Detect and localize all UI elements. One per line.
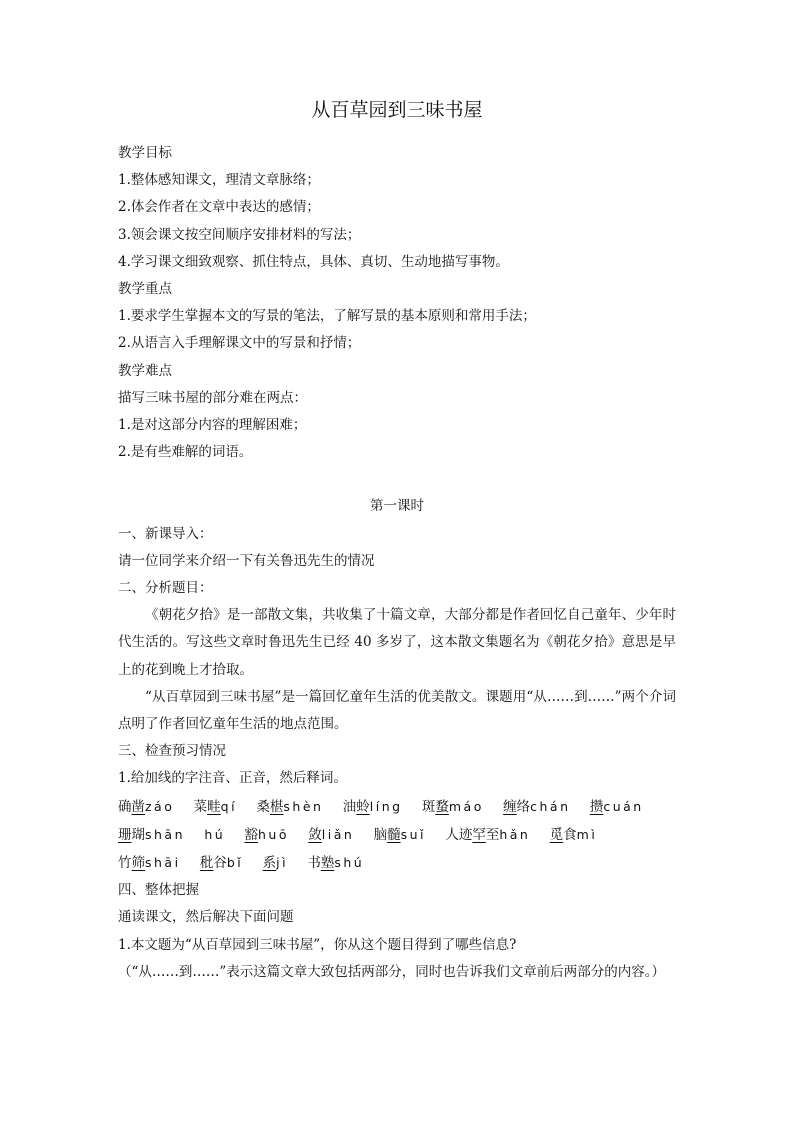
vocab-item: 斑蝥máo [421, 798, 484, 815]
section-difficult-points [118, 358, 676, 467]
list-item: 3.领会课文按空间顺序安排材料的写法； [118, 226, 361, 243]
vocab-item: 确凿záo [118, 798, 175, 815]
vocab-item: 珊瑚shān [118, 826, 186, 843]
vocab-item: 竹筛shāi [118, 855, 181, 872]
part1-heading: 一、新课导入： [118, 525, 213, 542]
section-heading: 教学重点 [118, 281, 172, 298]
list-item: 2.体会作者在文章中表达的感情； [118, 199, 320, 216]
list-item: 4.学习课文细致观察、抓住特点，具体、真切、生动地描写事物。 [118, 253, 509, 270]
part2-paragraph-2: “从百草园到三味书屋”是一篇回忆童年生活的优美散文。课题用“从……到……”两个介词点明了作者回忆童年生活的地点范围。 [118, 688, 676, 733]
document-content [118, 96, 676, 986]
part4-heading: 四、整体把握 [118, 882, 199, 899]
vocab-item: 秕谷bǐ [199, 855, 244, 872]
part4-answer: （“从……到……”表示这篇文章大致包括两部分，同时也告诉我们文章前后两部分的内容。） [118, 963, 666, 980]
vocab-item: 缠络chán [503, 798, 571, 815]
part3-instruction: 1.给加线的字注音、正音，然后释词。 [118, 770, 347, 787]
vocab-row [118, 793, 676, 821]
vocab-item: 豁huō [244, 826, 289, 843]
part4-question: 1.本文题为“从百草园到三味书屋”，你从这个题目得到了哪些信息? [118, 936, 517, 953]
vocab-item: 人迹罕至hǎn [445, 826, 531, 843]
list-item: 1.是对这部分内容的理解困难； [118, 417, 307, 434]
part3-heading: 三、检查预习情况 [118, 743, 226, 760]
vocab-row [118, 849, 676, 877]
document-title: 从百草园到三味书屋 [311, 99, 483, 121]
section-key-points [118, 276, 676, 358]
part2-paragraph-1: 《朝花夕拾》是一部散文集，共收集了十篇文章，大部分都是作者回忆自己童年、少年时代生活的。写这些文章时鲁迅先生已经 40 多岁了，这本散文集题名为《朝花夕拾》意思是早上的花到晚上才拾取。 [118, 607, 676, 678]
vocab-item: 菜畦qí [193, 798, 238, 815]
vocab-item: 系jì [262, 855, 289, 872]
list-item: 1.要求学生掌握本文的写景的笔法，了解写景的基本原则和常用手法； [118, 308, 536, 325]
vocab-list [118, 793, 676, 878]
list-item: 2.是有些难解的词语。 [118, 444, 253, 461]
vocab-item: 敛liǎn [308, 826, 355, 843]
vocab-item: 油蛉líng [342, 798, 403, 815]
vocab-item: hú [204, 826, 226, 842]
section-goals [118, 140, 676, 276]
part4-text: 通读课文，然后解决下面问题 [118, 909, 294, 926]
section-heading: 教学难点 [118, 362, 172, 379]
vocab-item: 攒cuán [589, 798, 644, 815]
list-item: 2.从语言入手理解课文中的写景和抒情； [118, 335, 361, 352]
list-item: 描写三味书屋的部分难在两点： [118, 389, 307, 406]
part2-heading: 二、分析题目： [118, 580, 213, 597]
section-heading: 教学目标 [118, 145, 172, 161]
list-item: 1.整体感知课文，理清文章脉络； [118, 172, 320, 189]
vocab-item: 桑椹shèn [256, 798, 324, 815]
vocab-item: 脑髓suǐ [373, 826, 427, 843]
spacer [118, 466, 676, 493]
vocab-row [118, 821, 676, 849]
vocab-item: 书塾shú [307, 855, 365, 872]
part1-text: 请一位同学来介绍一下有关鲁迅先生的情况 [118, 552, 375, 569]
lesson-title: 第一课时 [370, 498, 424, 515]
vocab-item: 觅食mì [549, 826, 598, 843]
